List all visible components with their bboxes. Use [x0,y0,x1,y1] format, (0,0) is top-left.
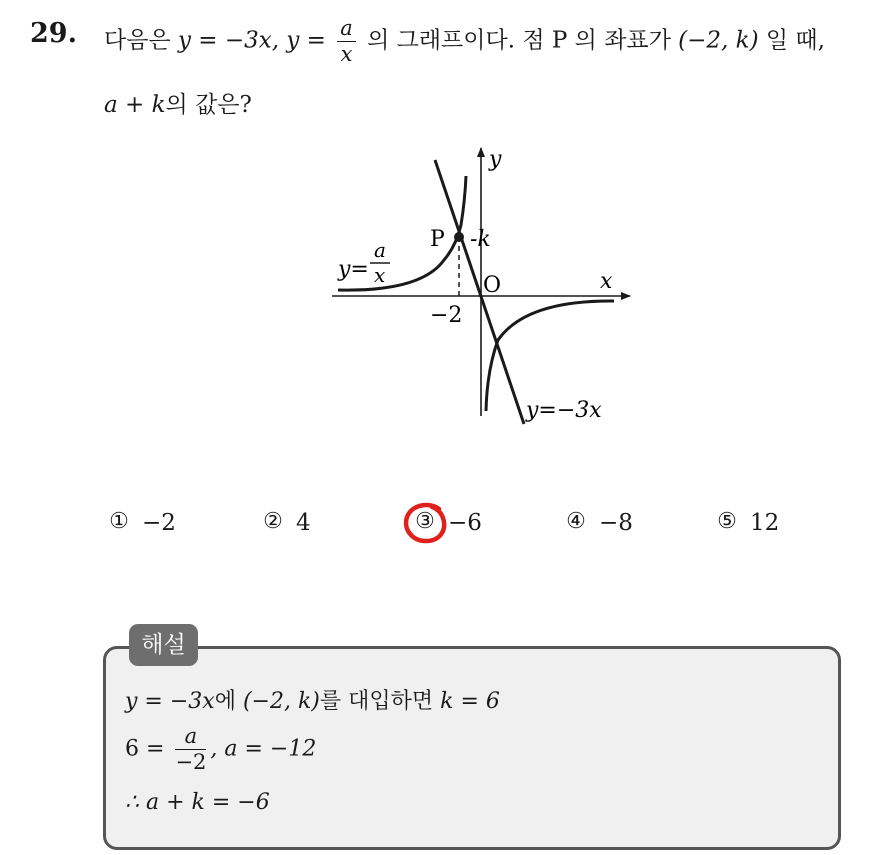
question-text-3: 의 좌표가 [574,27,671,54]
choice-marker-2: ② [263,509,283,534]
choice-5[interactable] [716,510,779,536]
k-tick-label: -k [470,227,491,252]
solution-equation: y = −3x [125,689,215,714]
question-line-1 [104,18,825,65]
graph-figure [326,140,636,440]
solution-fraction [175,726,206,773]
choice-value-3: −6 [448,510,482,536]
asked-expression: a + k [104,92,166,118]
question-text-2: 의 그래프이다. 점 [367,27,545,54]
solution-fraction-den: −2 [175,750,207,774]
question-number: 29. [30,18,77,49]
solution-line-1 [125,684,500,715]
solution-text-2: 를 대입하면 [319,689,434,714]
solution-line-3: ∴ a + k = −6 [125,790,270,815]
choice-2[interactable] [262,510,311,536]
hyperbola-label-lhs: y= [338,257,369,282]
solution-fraction-num: a [175,726,206,750]
equation-line: y = −3x, [177,27,280,54]
equation-hyperbola-lhs: y = [286,27,326,54]
fraction-numerator: a [337,18,356,42]
choice-marker-4: ④ [566,509,586,534]
solution-tag: 해설 [129,624,198,666]
question-text-1: 다음은 [104,27,171,54]
point-coordinate: (−2, k) [678,27,759,54]
solution-text-1: 에 [214,689,236,714]
hyperbola-label-den: x [374,263,386,287]
choice-value-4: −8 [599,510,633,536]
equation-hyperbola-fraction [337,18,356,65]
x-tick-label: −2 [430,303,463,328]
hyperbola-branch-right [486,301,614,411]
y-axis-label: y [489,147,502,172]
x-axis-label: x [600,269,613,294]
solution-line-2 [125,726,316,773]
solution-coordinate: (−2, k) [242,689,320,714]
solution-k-result: k = 6 [440,689,500,714]
choice-4[interactable] [565,510,633,536]
hyperbola-label-num: a [374,238,386,262]
solution-l2-lhs: 6 = [125,736,165,762]
fraction-denominator: x [340,42,353,66]
choice-value-5: 12 [750,510,780,536]
point-name: P [551,27,568,54]
solution-a-result: , a = −12 [210,736,317,762]
origin-label: O [483,273,502,298]
choice-marker-5: ⑤ [717,509,737,534]
question-text-5: 의 값은? [165,92,252,118]
choice-marker-3: ③ [415,509,435,534]
choice-value-2: 4 [296,510,311,536]
choice-marker-1: ① [109,509,129,534]
choice-value-1: −2 [142,510,176,536]
line-label: y=−3x [526,398,602,423]
point-p-label: P [430,227,445,252]
point-p [454,232,464,242]
line-y-minus-3x [435,160,524,424]
question-line-2 [104,86,252,119]
answer-mark-icon [402,501,452,545]
choice-1[interactable] [108,510,176,536]
question-text-4: 일 때, [765,27,825,54]
